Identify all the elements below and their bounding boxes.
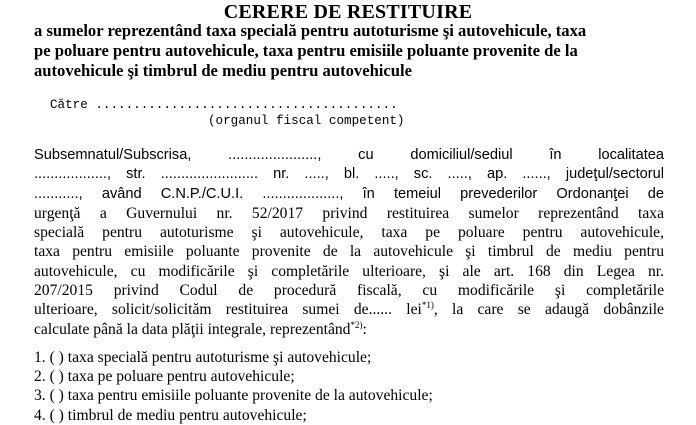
- body-text: , la care se adaugă dobânzile: [433, 301, 664, 319]
- body-line: taxa pentru emisiile poluante provenite de la autovehicule şi timbrul de mediu pentru: [34, 243, 664, 261]
- body-text: calculate până la data plăţii integrale, reprezentând: [34, 320, 351, 338]
- subtitle-line: pe poluare pentru autovehicule, taxa pentru emisiile poluante provenite de la: [34, 41, 578, 61]
- body-line: Subsemnatul/Subscrisa, ......................, cu domiciliul/sediul în localitatea: [34, 147, 664, 163]
- body-text: :: [362, 320, 367, 338]
- body-line: ..........., având C.N.P./C.U.I. ..................., în temeiul prevederilor Ordonanţei de: [34, 185, 664, 202]
- body-line: [34, 320, 664, 339]
- document-subtitle: [34, 21, 694, 82]
- body-line: autovehicule, cu modificările şi completările ulterioare, şi ale art. 168 din Legea nr.: [34, 262, 664, 280]
- addressee-line: Către ........................................: [50, 98, 398, 112]
- subtitle-line: a sumelor reprezentând taxa specială pentru autoturisme şi autovehicule, taxa: [34, 21, 587, 40]
- footnote-ref: *2): [350, 319, 363, 330]
- list-item: 3. ( ) taxa pentru emisiile poluante provenite de la autovehicule;: [34, 387, 433, 405]
- body-text: ulterioare, solicit/solicităm restituirea sumei de...... lei: [34, 301, 422, 319]
- list-item: 1. ( ) taxa specială pentru autoturisme şi autovehicule;: [34, 349, 372, 366]
- body-line: specială pentru autoturisme şi autovehicule, taxa pe poluare pentru autovehicule,: [34, 224, 664, 242]
- body-line: 207/2015 privind Codul de procedură fiscală, cu modificările şi completările: [34, 282, 664, 300]
- tax-options-list: [34, 348, 433, 425]
- body-line: .................., str. ........................ nr. ....., bl. ....., sc. ....., ap. ......, judeţul/sectorul: [34, 166, 664, 183]
- request-body: [34, 146, 664, 339]
- body-line: urgenţă a Guvernului nr. 52/2017 privind restituirea sumelor reprezentând taxa: [34, 204, 664, 222]
- footnote-ref: *1): [421, 300, 434, 311]
- list-item: 4. ( ) timbrul de mediu pentru autovehicule;: [34, 406, 307, 424]
- document-title: CERERE DE RESTITUIRE: [223, 1, 473, 23]
- body-line: [34, 300, 664, 319]
- list-item: 2. ( ) taxa pe poluare pentru autovehicule;: [34, 368, 295, 386]
- addressee-caption: (organul fiscal competent): [208, 114, 405, 128]
- subtitle-line: autovehicule şi timbrul de mediu pentru autovehicule: [34, 61, 412, 81]
